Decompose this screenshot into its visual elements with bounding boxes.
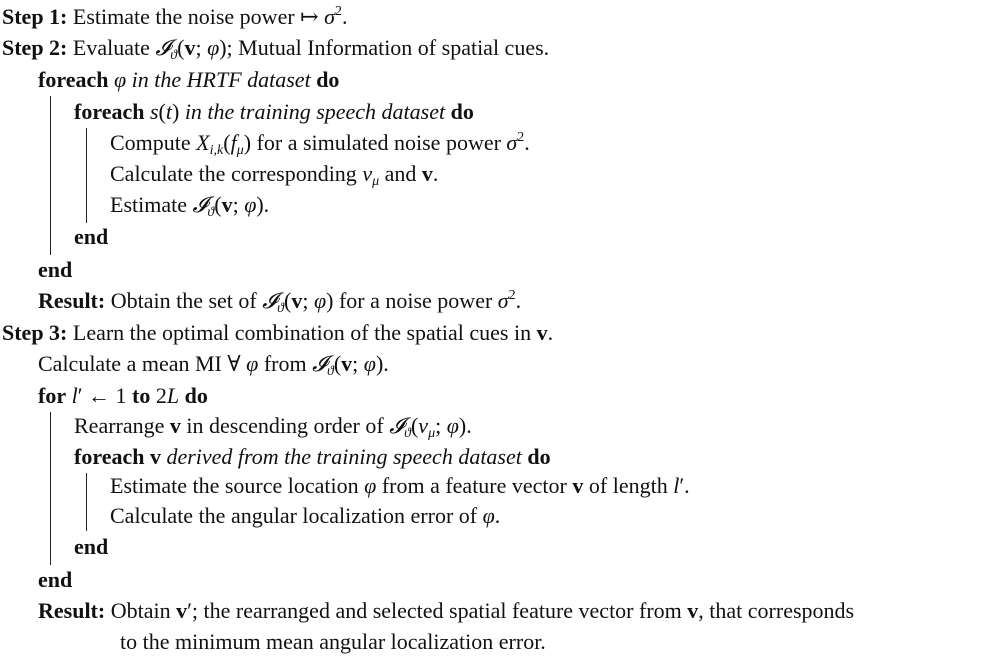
step2-body-line-3: Estimate 𝓘$_ϑ$(v; φ). <box>110 192 270 220</box>
step3-end-inner <box>74 534 108 560</box>
step3-inner-foreach <box>74 444 551 470</box>
foreach-keyword: foreach <box>38 67 109 92</box>
foreach-keyword: foreach <box>74 444 145 469</box>
step2-body-line-1: Compute $X_{i,k}(f_\mu)$ for a simulated noise power $\sigma^2$. <box>110 130 530 158</box>
step3-mean-mi: Calculate a mean MI ∀ φ from 𝓘$_ϑ$(v; φ). <box>38 351 389 379</box>
step3-result-cont: to the minimum mean angular localization error. <box>120 629 546 654</box>
to-keyword: to <box>132 383 151 408</box>
step2-end-inner <box>74 224 108 250</box>
end-keyword: end <box>74 224 109 249</box>
do-keyword: do <box>450 99 474 124</box>
for-loop-bar <box>50 412 51 565</box>
step3-line: Step 3: Learn the optimal combination of the spatial cues in v. <box>2 320 554 345</box>
foreach-keyword: foreach <box>74 99 145 124</box>
step2-body-line-2: Calculate the corresponding $v_\mu$ and v. <box>110 161 439 189</box>
do-keyword: do <box>316 67 340 92</box>
for-keyword: for <box>38 383 67 408</box>
end-keyword: end <box>38 257 73 282</box>
step3-result: Result: Obtain v′; the rearranged and selected spatial feature vector from v, that corresponds <box>38 598 855 623</box>
do-keyword: do <box>184 383 208 408</box>
loop-cond: derived from the training speech dataset <box>166 444 522 469</box>
step3-rearrange: Rearrange v in descending order of $𝓘_ϑ(v_\mu$; φ). <box>74 413 472 441</box>
step2-inner-foreach: foreach s(t) in the training speech dataset do <box>74 99 474 124</box>
result-label: Result: <box>38 288 106 313</box>
outer-loop-bar <box>50 96 51 255</box>
end-keyword: end <box>74 534 109 559</box>
step3-body-line-2: Calculate the angular localization error of φ. <box>110 503 501 528</box>
loop-cond: in the training speech dataset <box>184 99 446 124</box>
step3-for-loop: for l′ ← 1 to 2L do <box>38 383 208 408</box>
result-label: Result: <box>38 598 106 623</box>
do-keyword: do <box>527 444 551 469</box>
step1-text: Estimate the noise power ↦ $\sigma^2$. <box>72 4 348 29</box>
step2-end-outer <box>38 257 72 283</box>
step3-end-for <box>38 567 72 593</box>
step2-outer-foreach <box>38 67 339 93</box>
loop-var: s <box>149 99 159 124</box>
loop-var: φ <box>113 67 127 92</box>
step2-result: Result: Obtain the set of 𝓘$_ϑ$(v; φ) for a noise power $\sigma^2$. <box>38 288 522 316</box>
loop-cond: in the HRTF dataset <box>131 67 311 92</box>
end-keyword: end <box>38 567 73 592</box>
step1-line <box>2 4 347 30</box>
inner-loop-bar <box>86 128 87 223</box>
step2-label: Step 2: <box>2 35 68 60</box>
inner-loop-bar <box>86 473 87 531</box>
step3-label: Step 3: <box>2 320 68 345</box>
step3-body-line-1: Estimate the source location φ from a feature vector v of length l′. <box>110 473 690 498</box>
step2-line <box>2 35 549 62</box>
step1-label: Step 1: <box>2 4 68 29</box>
loop-var: v <box>149 444 161 469</box>
step2-text: Evaluate 𝓘$_ϑ$(v; φ); Mutual Information of spatial cues. <box>72 35 550 63</box>
